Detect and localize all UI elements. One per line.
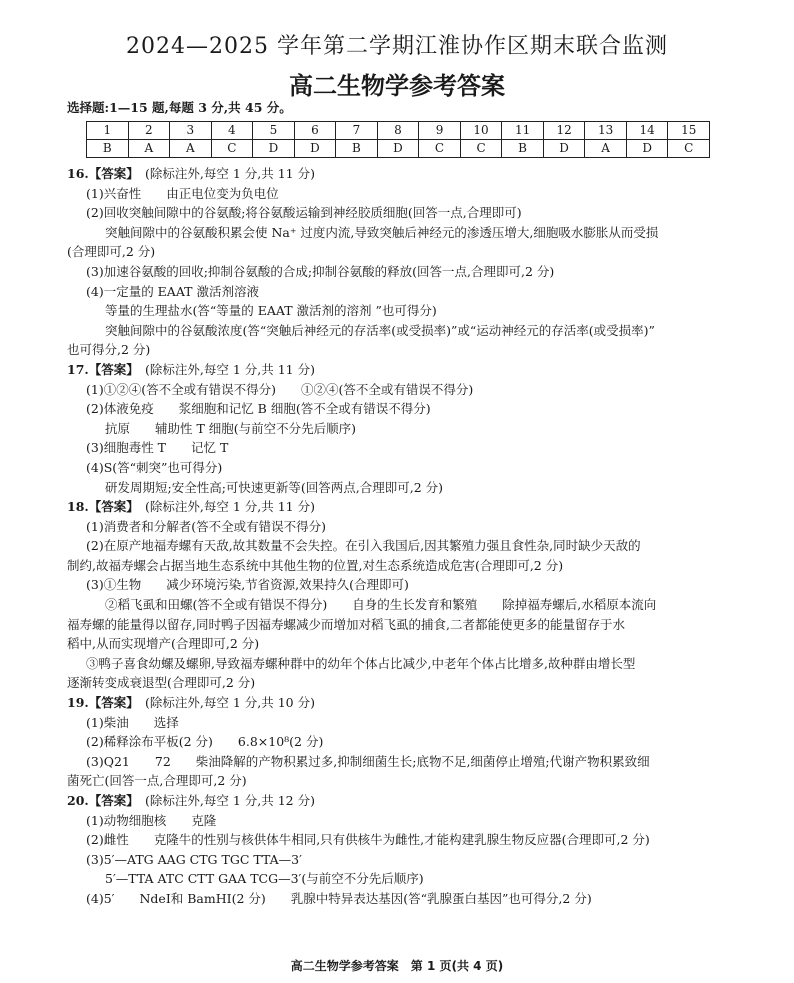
- answer-line: 5′—TTA ATC CTT GAA TCG—3′(与前空不分先后顺序): [105, 871, 424, 887]
- answer-cell: D: [377, 140, 419, 158]
- answer-cell: C: [211, 140, 253, 158]
- answer-cell: D: [626, 140, 668, 158]
- question-number-cell: 10: [460, 122, 502, 140]
- answer-line: (4)5′ NdeⅠ和 BamHⅠ(2 分) 乳腺中特异表达基因(答“乳腺蛋白基因”也可得分,2 分): [86, 890, 592, 906]
- answer-cell: C: [668, 140, 710, 158]
- answer-line: 逐渐转变成衰退型(合理即可,2 分): [67, 675, 256, 691]
- question-19-header: 19.【答案】 (除标注外,每空 1 分,共 10 分): [67, 695, 315, 711]
- answer-row: [87, 140, 710, 158]
- page-title: 高二生物学参考答案: [289, 72, 505, 100]
- answer-cell: B: [87, 140, 129, 158]
- question-17-header: 17.【答案】 (除标注外,每空 1 分,共 11 分): [67, 361, 315, 377]
- answer-cell: D: [294, 140, 336, 158]
- question-number-cell: 1: [87, 122, 129, 140]
- answer-line: 抗原 辅助性 T 细胞(与前空不分先后顺序): [105, 420, 357, 436]
- answer-line: 等量的生理盐水(答“等量的 EAAT 激活剂的溶剂 ”也可得分): [105, 303, 437, 319]
- question-18-header: 18.【答案】 (除标注外,每空 1 分,共 11 分): [67, 499, 315, 515]
- answer-line: (4)S(答“刺突”也可得分): [86, 459, 223, 475]
- answer-cell: C: [419, 140, 461, 158]
- choice-answer-table: [86, 121, 710, 158]
- answer-cell: C: [460, 140, 502, 158]
- question-number-cell: 14: [626, 122, 668, 140]
- answer-line: (3)5′—ATG AAG CTG TGC TTA—3′: [86, 851, 302, 867]
- question-number-cell: 7: [336, 122, 378, 140]
- answer-cell: A: [585, 140, 627, 158]
- question-number-cell: 3: [170, 122, 212, 140]
- question-number-cell: 2: [128, 122, 170, 140]
- choice-heading: 选择题:1—15 题,每题 3 分,共 45 分。: [67, 100, 292, 115]
- answer-line: (3)细胞毒性 T 记忆 T: [86, 440, 229, 456]
- page-footer: 高二生物学参考答案 第 1 页(共 4 页): [290, 959, 504, 973]
- answer-line: (2)体液免疫 浆细胞和记忆 B 细胞(答不全或有错误不得分): [86, 401, 431, 417]
- question-number-cell: 9: [419, 122, 461, 140]
- answer-line: (2)雌性 克隆牛的性别与核供体牛相同,只有供核牛为雌性,才能构建乳腺生物反应器(合理即可,2 分): [86, 832, 650, 848]
- question-number-row: [87, 122, 710, 140]
- question-number-cell: 5: [253, 122, 295, 140]
- answer-line: 菌死亡(回答一点,合理即可,2 分): [67, 773, 247, 789]
- answer-line: (2)在原产地福寿螺有天敌,故其数量不会失控。在引入我国后,因其繁殖力强且食性杂,同时缺少天敌的: [86, 538, 641, 554]
- answer-cell: D: [543, 140, 585, 158]
- answer-cell: B: [336, 140, 378, 158]
- answer-line: 研发周期短;安全性高;可快速更新等(回答两点,合理即可,2 分): [105, 479, 444, 495]
- answer-line: 也可得分,2 分): [67, 342, 151, 358]
- answer-line: (1)消费者和分解者(答不全或有错误不得分): [86, 518, 326, 534]
- answer-line: (3)①生物 减少环境污染,节省资源,效果持久(合理即可): [86, 577, 409, 593]
- exam-title: 2024—2025 学年第二学期江淮协作区期末联合监测: [126, 34, 668, 59]
- answer-cell: A: [170, 140, 212, 158]
- question-number-cell: 6: [294, 122, 336, 140]
- answer-line: (3)Q21 72 柴油降解的产物积累过多,抑制细菌生长;底物不足,细菌停止增殖;代谢产物积累致细: [86, 753, 650, 769]
- answer-line: (2)稀释涂布平板(2 分) 6.8×10⁸(2 分): [86, 734, 324, 750]
- question-number-cell: 13: [585, 122, 627, 140]
- question-20-header: 20.【答案】 (除标注外,每空 1 分,共 12 分): [67, 793, 315, 808]
- answer-cell: B: [502, 140, 544, 158]
- answer-line: 突触间隙中的谷氨酸积累会使 Na⁺ 过度内流,导致突触后神经元的渗透压增大,细胞吸水膨胀从而受损: [105, 224, 659, 240]
- answer-line: (1)①②④(答不全或有错误不得分) ①②④(答不全或有错误不得分): [86, 381, 474, 397]
- answer-line: 制约,故福寿螺会占据当地生态系统中其他生物的位置,对生态系统造成危害(合理即可,2 分): [67, 557, 564, 573]
- answer-line: (1)柴油 选择: [86, 714, 179, 730]
- answer-line: (1)兴奋性 由正电位变为负电位: [86, 185, 279, 201]
- answer-cell: A: [128, 140, 170, 158]
- answer-cell: D: [253, 140, 295, 158]
- answer-line: ②稻飞虱和田螺(答不全或有错误不得分) 自身的生长发育和繁殖 除掉福寿螺后,水稻原本流向: [105, 597, 657, 613]
- question-number-cell: 8: [377, 122, 419, 140]
- question-number-cell: 15: [668, 122, 710, 140]
- answer-line: (合理即可,2 分): [67, 244, 156, 260]
- answer-line: 福寿螺的能量得以留存,同时鸭子因福寿螺减少而增加对稻飞虱的捕食,二者都能使更多的能量留存于水: [67, 616, 625, 632]
- question-number-cell: 11: [502, 122, 544, 140]
- answer-line: (2)回收突触间隙中的谷氨酸;将谷氨酸运输到神经胶质细胞(回答一点,合理即可): [86, 205, 522, 221]
- answer-line: 突触间隙中的谷氨酸浓度(答“突触后神经元的存活率(或受损率)”或“运动神经元的存活率(或受损率)”: [105, 322, 655, 338]
- answer-line: (1)动物细胞核 克隆: [86, 812, 217, 828]
- answer-line: (3)加速谷氨酸的回收;抑制谷氨酸的合成;抑制谷氨酸的释放(回答一点,合理即可,2 分): [86, 263, 555, 279]
- answer-line: (4)一定量的 EAAT 激活剂溶液: [86, 283, 259, 299]
- question-number-cell: 12: [543, 122, 585, 140]
- answer-line: 稻中,从而实现增产(合理即可,2 分): [67, 636, 260, 652]
- question-16-header: 16.【答案】 (除标注外,每空 1 分,共 11 分): [67, 166, 315, 181]
- answer-line: ③鸭子喜食幼螺及螺卵,导致福寿螺种群中的幼年个体占比减少,中老年个体占比增多,故种群由增长型: [86, 655, 636, 671]
- answer-body: [67, 164, 733, 909]
- question-number-cell: 4: [211, 122, 253, 140]
